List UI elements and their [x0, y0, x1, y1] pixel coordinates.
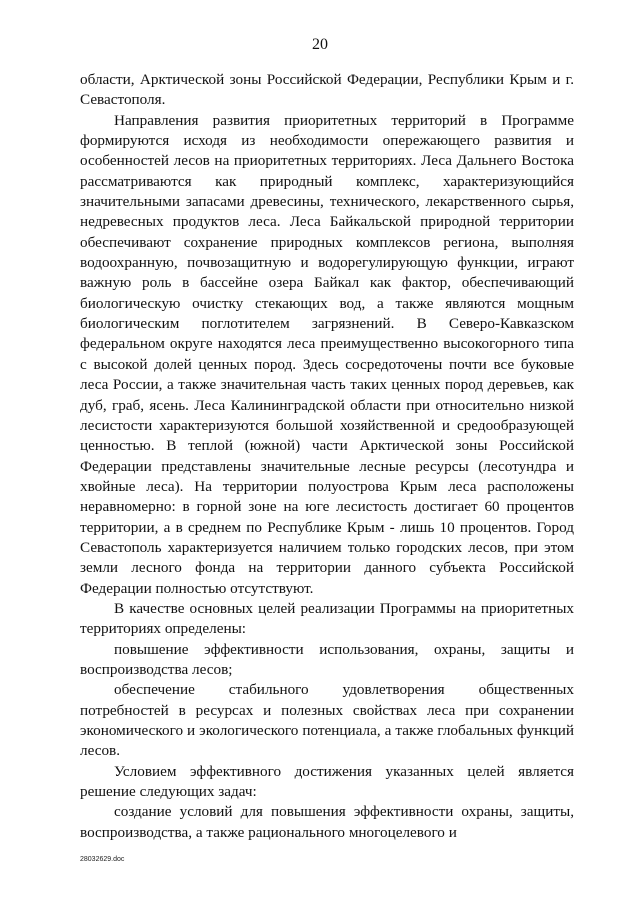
paragraph: области, Арктической зоны Российской Федерации, Республики Крым и г. Севастополя.	[80, 71, 574, 109]
file-name-footer: 28032629.doc	[80, 856, 125, 863]
paragraph: обеспечение стабильного удовлетворения общественных потребностей в ресурсах и полезных свойствах леса при сохранении экономического и экологического потенциала, а также глобальных функций лесов.	[80, 681, 574, 760]
paragraph: Условием эффективного достижения указанных целей является решение следующих задач:	[80, 762, 574, 801]
paragraph: Направления развития приоритетных территорий в Программе формируются исходя из необходимости опережающего развития и особенностей лесов на приоритетных территориях. Леса Дальнего Востока рассматриваются как природный комплекс, характеризующийся значительными запасами древесины, технического, лекарственного сырья, недревесных продуктов леса. Леса Байкальской природной территории обеспечивают сохранение природных комплексов региона, выполняя водоохранную, почвозащитную и водорегулирующую функции, играют важную роль в бассейне озера Байкал как фактор, обеспечивающий биологическую очистку стекающих вод, а также являются мощным биологическим поглотителем загрязнений. В Северо-Кавказском федеральном округе находятся леса преимущественно высокогорного типа с высокой долей ценных пород. Здесь сосредоточены почти все буковые леса России, а также значительная часть таких ценных пород деревьев, как дуб, граб, ясень. Леса Калининградской области при относительно низкой лесистости характеризуются большой хозяйственной и средообразующей ценностью. В теплой (южной) части Арктической зоны Российской Федерации представлены значительные лесные ресурсы (лесотундра и хвойные леса). На территории полуострова Крым леса расположены неравномерно: в горной зоне на юге лесистость достигает 60 процентов территории, а в среднем по Республике Крым - лишь 10 процентов. Город Севастополь характеризуется наличием только городских лесов, при этом земли лесного фонда на территории данного субъекта Российской Федерации полностью отсутствуют.	[80, 111, 574, 597]
page-number: 20	[312, 36, 328, 53]
paragraph: В качестве основных целей реализации Программы на приоритетных территориях определены:	[80, 599, 574, 638]
paragraph: создание условий для повышения эффективности охраны, защиты, воспроизводства, а также рационального многоцелевого и	[80, 803, 574, 841]
document-body	[80, 70, 574, 843]
paragraph: повышение эффективности использования, охраны, защиты и воспроизводства лесов;	[80, 640, 574, 678]
